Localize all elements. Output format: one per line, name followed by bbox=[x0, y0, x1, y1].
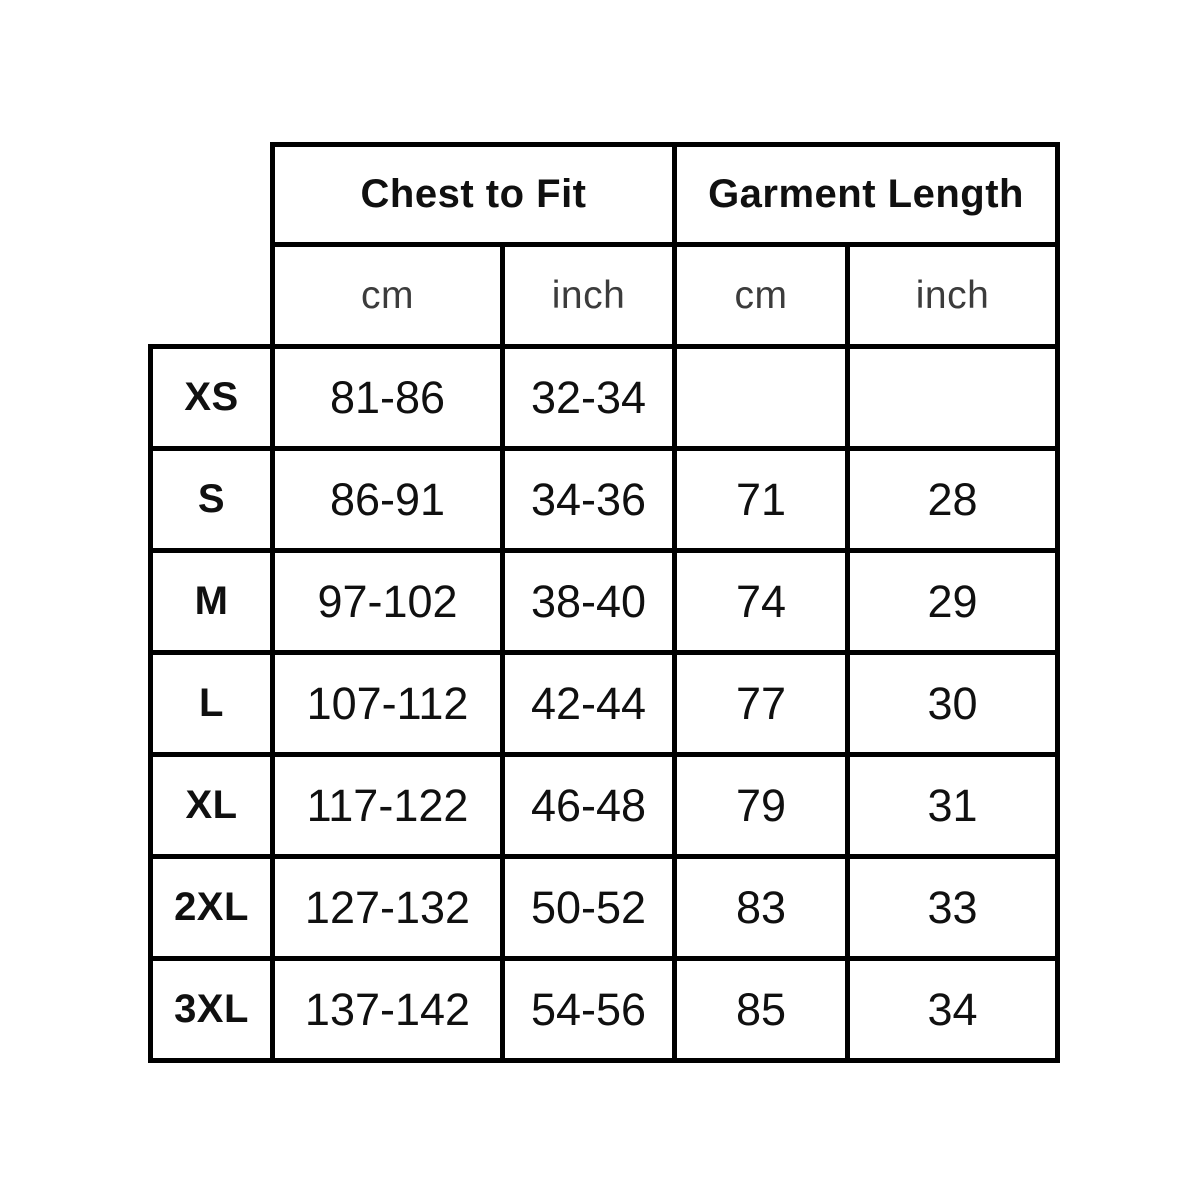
chest-cm-value: 81-86 bbox=[273, 347, 503, 449]
chest-cm-unit-header: cm bbox=[273, 245, 503, 347]
chest-inch-value: 46-48 bbox=[503, 755, 675, 857]
length-cm-value: 77 bbox=[675, 653, 848, 755]
chest-cm-value: 86-91 bbox=[273, 449, 503, 551]
chest-inch-value: 42-44 bbox=[503, 653, 675, 755]
chest-cm-value: 137-142 bbox=[273, 959, 503, 1061]
size-label: L bbox=[151, 653, 273, 755]
length-cm-value bbox=[675, 347, 848, 449]
length-cm-value: 83 bbox=[675, 857, 848, 959]
chest-to-fit-header: Chest to Fit bbox=[273, 145, 675, 245]
length-cm-unit-header: cm bbox=[675, 245, 848, 347]
length-inch-value: 33 bbox=[848, 857, 1058, 959]
table-row bbox=[151, 449, 1058, 551]
chest-inch-value: 50-52 bbox=[503, 857, 675, 959]
chest-cm-value: 97-102 bbox=[273, 551, 503, 653]
table-body bbox=[151, 347, 1058, 1061]
chest-inch-unit-header: inch bbox=[503, 245, 675, 347]
chest-inch-value: 34-36 bbox=[503, 449, 675, 551]
length-inch-value: 30 bbox=[848, 653, 1058, 755]
size-label: M bbox=[151, 551, 273, 653]
group-header-row bbox=[151, 145, 1058, 245]
chest-inch-value: 38-40 bbox=[503, 551, 675, 653]
length-cm-value: 79 bbox=[675, 755, 848, 857]
length-inch-value: 34 bbox=[848, 959, 1058, 1061]
size-label: S bbox=[151, 449, 273, 551]
length-inch-value: 28 bbox=[848, 449, 1058, 551]
length-inch-value: 31 bbox=[848, 755, 1058, 857]
chest-inch-value: 32-34 bbox=[503, 347, 675, 449]
unit-header-row bbox=[151, 245, 1058, 347]
length-inch-value: 29 bbox=[848, 551, 1058, 653]
table-row bbox=[151, 755, 1058, 857]
chest-cm-value: 107-112 bbox=[273, 653, 503, 755]
size-label: 3XL bbox=[151, 959, 273, 1061]
table-row bbox=[151, 959, 1058, 1061]
chest-inch-value: 54-56 bbox=[503, 959, 675, 1061]
table-row bbox=[151, 653, 1058, 755]
length-inch-unit-header: inch bbox=[848, 245, 1058, 347]
table-row bbox=[151, 347, 1058, 449]
table-row bbox=[151, 551, 1058, 653]
length-cm-value: 85 bbox=[675, 959, 848, 1061]
size-label: XL bbox=[151, 755, 273, 857]
size-label: XS bbox=[151, 347, 273, 449]
chest-cm-value: 117-122 bbox=[273, 755, 503, 857]
table-row bbox=[151, 857, 1058, 959]
size-chart-table bbox=[148, 142, 1060, 1063]
length-cm-value: 74 bbox=[675, 551, 848, 653]
length-inch-value bbox=[848, 347, 1058, 449]
garment-length-header: Garment Length bbox=[675, 145, 1058, 245]
size-label: 2XL bbox=[151, 857, 273, 959]
chest-cm-value: 127-132 bbox=[273, 857, 503, 959]
length-cm-value: 71 bbox=[675, 449, 848, 551]
blank-corner-cell bbox=[151, 145, 273, 347]
